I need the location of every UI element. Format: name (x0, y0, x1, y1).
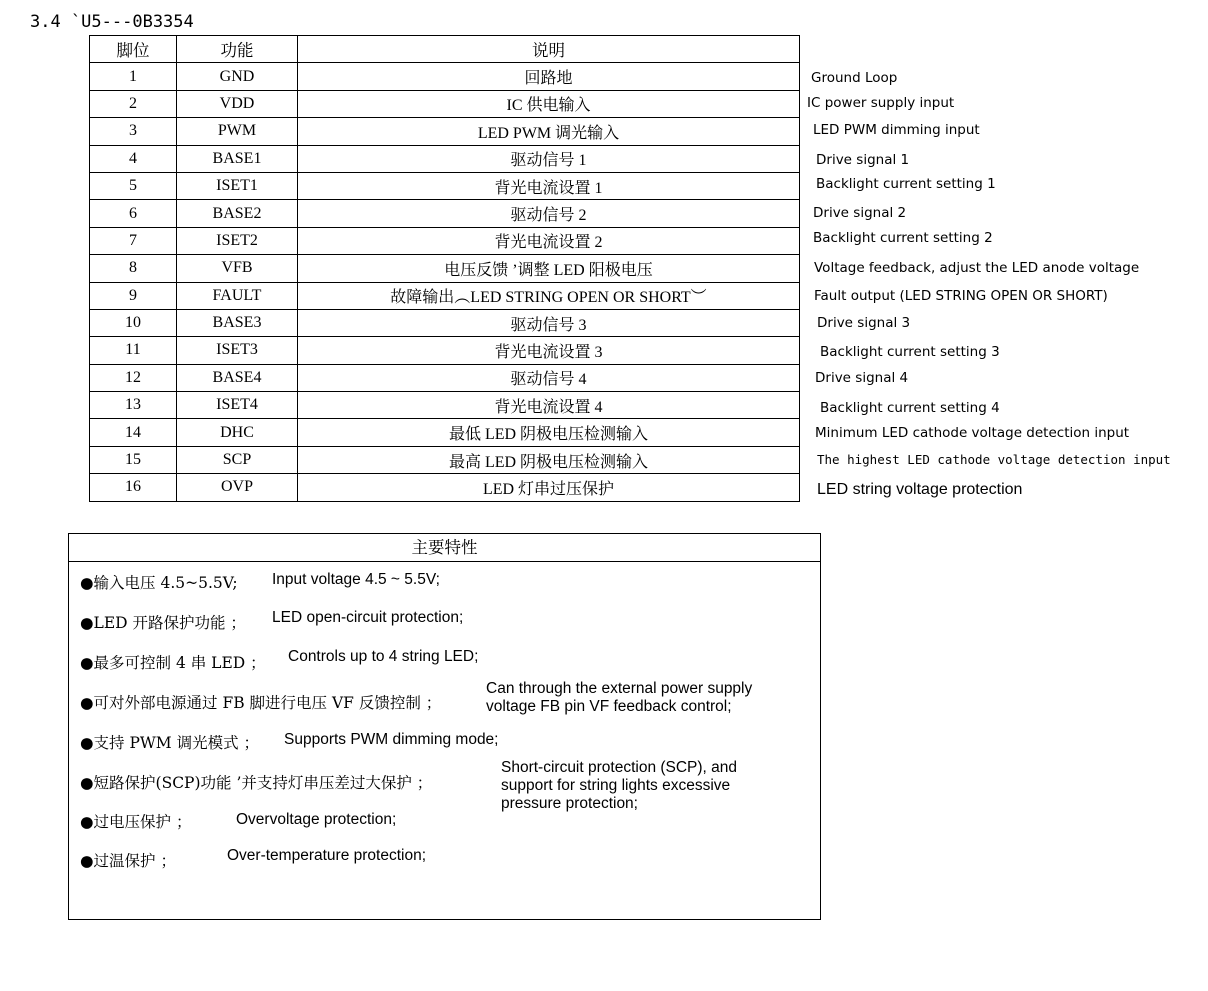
translation-text: Backlight current setting 2 (813, 230, 993, 246)
pin-cell: 14 (90, 419, 177, 446)
feature-item-cn: ●支持 PWM 调光模式 ； (80, 734, 260, 752)
function-cell: BASE2 (177, 200, 298, 227)
function-cell: DHC (177, 419, 298, 446)
translation-text: The highest LED cathode voltage detection input (817, 452, 1171, 467)
table-row (90, 118, 800, 145)
table-row (90, 172, 800, 199)
table-row (90, 474, 800, 501)
feature-item-cn: ●输入电压 4.5~5.5V; (80, 574, 238, 592)
pin-cell: 13 (90, 392, 177, 419)
description-cell: 回路地 (298, 63, 800, 90)
function-cell: BASE1 (177, 145, 298, 172)
table-row (90, 419, 800, 446)
translation-text: Minimum LED cathode voltage detection input (815, 425, 1130, 441)
description-cell: 背光电流设置 2 (298, 227, 800, 254)
feature-item-cn: ●可对外部电源通过 FB 脚进行电压 VF 反馈控制 ； (80, 694, 442, 712)
description-cell: 背光电流设置 1 (298, 172, 800, 199)
pin-table-body (90, 63, 800, 501)
table-row (90, 63, 800, 90)
pin-cell: 6 (90, 200, 177, 227)
pin-cell: 7 (90, 227, 177, 254)
translation-text: Backlight current setting 1 (816, 176, 996, 192)
pin-cell: 10 (90, 309, 177, 336)
translation-text: Voltage feedback, adjust the LED anode voltage (814, 260, 1140, 276)
feature-item-en: Over-temperature protection; (227, 847, 427, 864)
description-cell: IC 供电输入 (298, 90, 800, 117)
pin-table (89, 35, 800, 502)
translation-text: Backlight current setting 4 (820, 400, 1000, 416)
description-cell: 背光电流设置 3 (298, 337, 800, 364)
function-cell: ISET2 (177, 227, 298, 254)
table-row (90, 337, 800, 364)
table-row (90, 309, 800, 336)
function-cell: GND (177, 63, 298, 90)
feature-item-en: Overvoltage protection; (236, 811, 397, 828)
function-cell: VDD (177, 90, 298, 117)
description-cell: LED 灯串过压保护 (298, 474, 800, 501)
feature-item-cn: ●过温保护 ； (80, 852, 176, 870)
translation-text: Drive signal 1 (816, 152, 910, 168)
description-cell: 驱动信号 1 (298, 145, 800, 172)
function-cell: SCP (177, 446, 298, 473)
feature-item-cn: ●过电压保护 ； (80, 813, 192, 831)
description-cell: 驱动信号 3 (298, 309, 800, 336)
pin-cell: 4 (90, 145, 177, 172)
translation-text: Ground Loop (811, 70, 898, 86)
translation-text: IC power supply input (807, 95, 955, 111)
table-row (90, 255, 800, 282)
function-cell: FAULT (177, 282, 298, 309)
feature-item-en: Supports PWM dimming mode; (284, 731, 499, 748)
features-title: 主要特性 (69, 534, 820, 562)
description-cell: 最低 LED 阴极电压检测输入 (298, 419, 800, 446)
feature-item-en: Controls up to 4 string LED; (288, 648, 479, 665)
table-row (90, 446, 800, 473)
features-box (68, 533, 821, 920)
description-cell: LED PWM 调光输入 (298, 118, 800, 145)
function-cell: BASE3 (177, 309, 298, 336)
translation-text: Fault output (LED STRING OPEN OR SHORT) (814, 288, 1108, 304)
description-cell: 最高 LED 阴极电压检测输入 (298, 446, 800, 473)
table-row (90, 200, 800, 227)
function-cell: ISET4 (177, 392, 298, 419)
table-row (90, 364, 800, 391)
translation-text: Drive signal 4 (815, 370, 909, 386)
feature-item-en: LED open-circuit protection; (272, 609, 464, 626)
pin-cell: 5 (90, 172, 177, 199)
table-row (90, 145, 800, 172)
function-cell: VFB (177, 255, 298, 282)
header-pin: 脚位 (90, 36, 177, 63)
function-cell: ISET3 (177, 337, 298, 364)
table-row (90, 90, 800, 117)
translation-text: Drive signal 3 (817, 315, 911, 331)
translation-text: LED string voltage protection (817, 481, 1023, 498)
feature-item-cn: ●LED 开路保护功能 ； (80, 614, 246, 632)
description-cell: 电压反馈 ’调整 LED 阳极电压 (298, 255, 800, 282)
table-row (90, 392, 800, 419)
header-function: 功能 (177, 36, 298, 63)
description-cell: 驱动信号 4 (298, 364, 800, 391)
header-description: 说明 (298, 36, 800, 63)
section-heading: 3.4 `U5---0B3354 (30, 12, 194, 32)
pin-cell: 1 (90, 63, 177, 90)
function-cell: BASE4 (177, 364, 298, 391)
description-cell: 驱动信号 2 (298, 200, 800, 227)
translation-text: Backlight current setting 3 (820, 344, 1000, 360)
feature-item-en: Can through the external power supply voltage FB pin VF feedback control; (486, 680, 753, 715)
table-row (90, 282, 800, 309)
pin-cell: 9 (90, 282, 177, 309)
function-cell: ISET1 (177, 172, 298, 199)
pin-cell: 15 (90, 446, 177, 473)
feature-item-en: Short-circuit protection (SCP), and support for string lights excessive pressure protection; (501, 759, 738, 812)
table-header-row (90, 36, 800, 63)
pin-cell: 3 (90, 118, 177, 145)
translation-text: LED PWM dimming input (813, 122, 980, 138)
translation-text: Drive signal 2 (813, 205, 907, 221)
pin-cell: 8 (90, 255, 177, 282)
pin-cell: 16 (90, 474, 177, 501)
pin-cell: 2 (90, 90, 177, 117)
description-cell: 背光电流设置 4 (298, 392, 800, 419)
pin-cell: 11 (90, 337, 177, 364)
feature-item-cn: ●短路保护(SCP)功能 ’并支持灯串压差过大保护 ； (80, 774, 433, 792)
table-row (90, 227, 800, 254)
feature-item-en: Input voltage 4.5 ~ 5.5V; (272, 571, 440, 588)
pin-cell: 12 (90, 364, 177, 391)
function-cell: OVP (177, 474, 298, 501)
description-cell: 故障输出︵LED STRING OPEN OR SHORT︶ (298, 282, 800, 309)
function-cell: PWM (177, 118, 298, 145)
feature-item-cn: ●最多可控制 4 串 LED ； (80, 654, 266, 672)
